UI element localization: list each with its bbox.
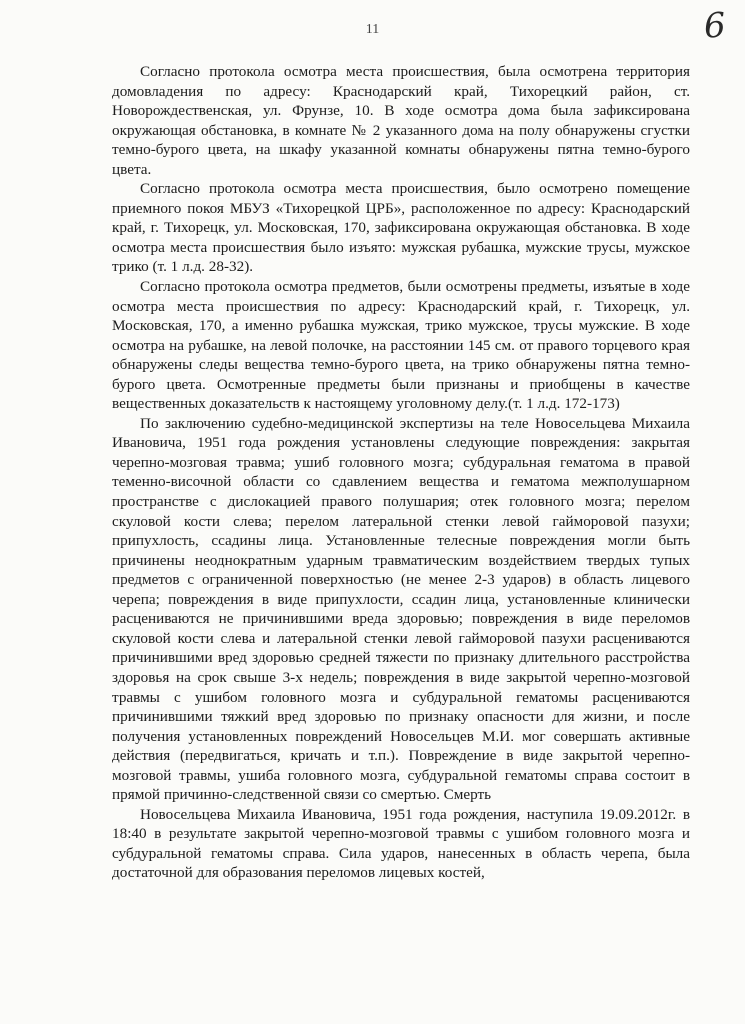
paragraph-scene-inspection-house: Согласно протокола осмотра места происшествия, была осмотрена территория домовладения по адресу: Краснодарский край, Тихорецкий район, ст. Новорождественская, ул. Фрунзе, 10. В ходе осмотра дома была зафиксирована окружающая обстановка, в комнате № 2 указанного дома на полу обнаружены сгустки темно-бурого цвета, на шкафу указанной комнаты обнаружены пятна темно-бурого цвета. — [112, 63, 690, 178]
paragraph-cause-of-death: Новосельцева Михаила Ивановича, 1951 года рождения, наступила 19.09.2012г. в 18:40 в результате закрытой черепно-мозговой травмы с ушибом головного мозга и субдуральной гематомы справа. Сила ударов, нанесенных в область черепа, была достаточной для образования переломов лицевых костей, — [112, 805, 690, 882]
document-body — [112, 62, 690, 883]
handwritten-page-mark: 6 — [702, 5, 728, 47]
paragraph-scene-inspection-hospital: Согласно протокола осмотра места происшествия, было осмотрено помещение приемного покоя МБУЗ «Тихорецкой ЦРБ», расположенное по адресу: Краснодарский край, г. Тихорецк, ул. Московская, 170, зафиксирована окружающая обстановка. В ходе осмотра места происшествия было изъято: мужская рубашка, мужские трусы, мужское трико (т. 1 л.д. 28-32). — [112, 180, 690, 276]
paragraph-forensic-conclusion: По заключению судебно-медицинской экспертизы на теле Новосельцева Михаила Ивановича, 1951 года рождения установлены следующие повреждения: закрытая черепно-мозговая травма; ушиб головного мозга; субдуральная гематома в правой теменно-височной области со сдавлением вещества и гематома межполушарном пространстве с дислокацией правого полушария; отек головного мозга; перелом скуловой кости слева; перелом латеральной стенки левой гайморовой пазухи; припухлость, ссадины лица. Установленные телесные повреждения могли быть причинены неоднократным ударным травматическим воздействием твердых тупых предметов с ограниченной поверхностью (не менее 2-3 ударов) в область лицевого черепа; повреждения в виде припухлости, ссадин лица, установленные клинически расцениваются не причинившими вреда здоровью; повреждения в виде переломов скуловой кости слева и латеральной стенки левой гайморовой пазухи расцениваются причинившими вред здоровью средней тяжести по признаку длительного расстройства здоровья на срок свыше 3-х недель; повреждения в виде закрытой черепно-мозговой травмы с ушибом головного мозга и субдуральной гематомы расцениваются причинившими тяжкий вред здоровью по признаку опасности для жизни, и после получения установленных повреждений Новосельцев М.И. мог совершать активные действия (передвигаться, кричать и т.п.). Повреждение в виде закрытой черепно-мозговой травмы, ушиба головного мозга, субдуральной гематомы справа состоит в прямой причинно-следственной связи со смертью. Смерть — [112, 414, 690, 804]
paragraph-items-inspection: Согласно протокола осмотра предметов, были осмотрены предметы, изъятые в ходе осмотра места происшествия по адресу: Краснодарский край, г. Тихорецк, ул. Московская, 170, а именно рубашка мужская, трико мужское, трусы мужские. В ходе осмотра на рубашке, на левой полочке, на расстоянии 145 см. от правого торцевого края обнаружены следы вещества темно-бурого цвета, на трико обнаружены пятна темно-бурого цвета. Осмотренные предметы были признаны и приобщены в качестве вещественных доказательств к настоящему уголовному делу.(т. 1 л.д. 172-173) — [112, 278, 690, 413]
page-number: 11 — [365, 22, 380, 37]
